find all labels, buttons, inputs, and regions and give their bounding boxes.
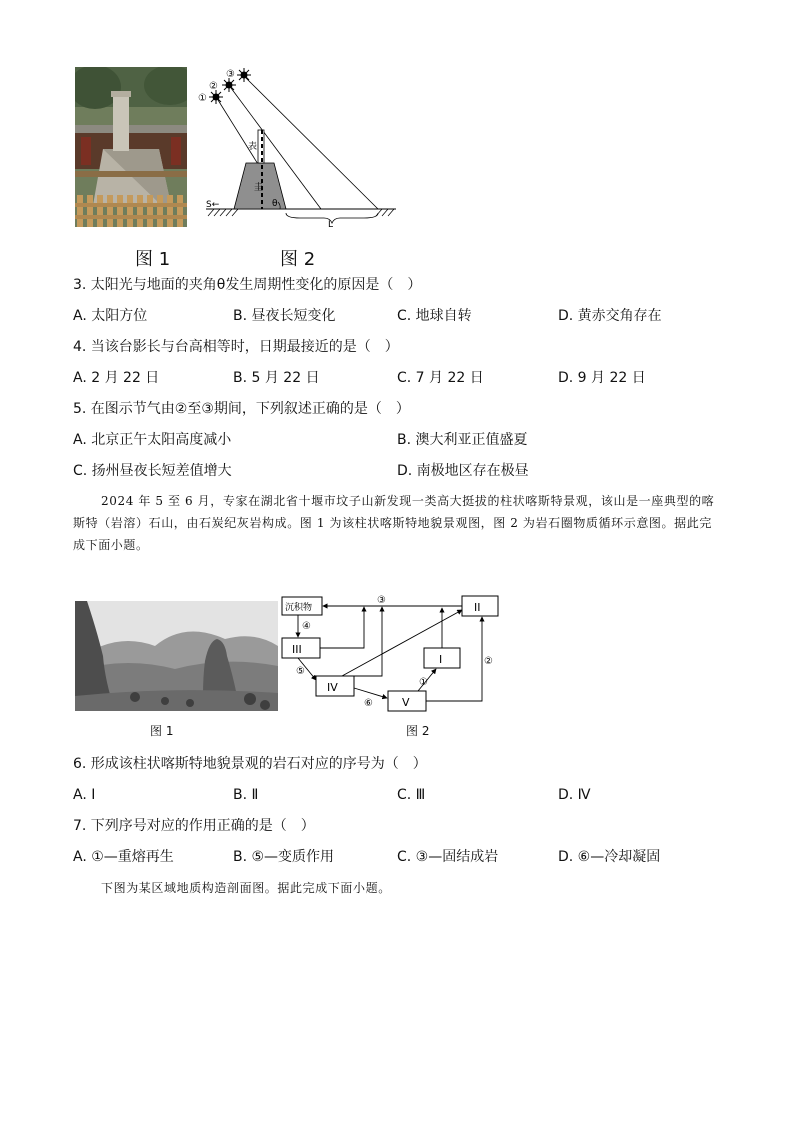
sun-label-3: ③	[226, 69, 235, 80]
label-n5: ⑤	[296, 666, 305, 677]
figure-1-photo-karst	[75, 601, 278, 711]
question-5-option-d: D. 南极地区存在极昼	[397, 463, 529, 479]
question-3-stem: 3. 太阳光与地面的夹角θ发生周期性变化的原因是（ ）	[73, 277, 422, 293]
label-i: I	[439, 653, 443, 666]
label-n1: ①	[419, 677, 428, 688]
question-6-option-d: D. Ⅳ	[558, 787, 591, 803]
label-iii: III	[292, 643, 302, 656]
question-3-option-d: D. 黄赤交角存在	[558, 308, 662, 324]
label-south: S←	[206, 200, 220, 210]
question-4-stem: 4. 当该台影长与台高相等时，日期最接近的是（ ）	[73, 339, 399, 355]
question-4-option-a: A. 2 月 22 日	[73, 370, 160, 386]
label-ii: II	[474, 601, 481, 614]
question-5-option-a: A. 北京正午太阳高度减小	[73, 432, 232, 448]
question-6-option-c: C. Ⅲ	[397, 787, 426, 803]
sun-label-2: ②	[209, 81, 218, 92]
question-6-option-a: A. Ⅰ	[73, 787, 96, 803]
figure-2-rock-cycle-diagram	[280, 592, 505, 717]
figure-2-caption: 图 2	[280, 249, 316, 270]
passage-geologic-section: 下图为某区域地质构造剖面图。据此完成下面小题。	[101, 881, 391, 895]
label-theta: θ	[272, 199, 278, 209]
figure-2-sundial-diagram	[196, 66, 402, 228]
label-length: L	[328, 220, 334, 228]
label-v: V	[402, 696, 410, 709]
question-5-stem: 5. 在图示节气由②至③期间，下列叙述正确的是（ ）	[73, 401, 410, 417]
question-5-option-b: B. 澳大利亚正值盛夏	[397, 432, 528, 448]
label-sediment: 沉积物	[285, 603, 313, 613]
figure-1-caption-b: 图 1	[150, 724, 174, 738]
question-4-option-b: B. 5 月 22 日	[233, 370, 320, 386]
figure-1-photo-monument	[75, 67, 187, 227]
passage-karst: 2024 年 5 至 6 月，专家在湖北省十堰市坟子山新发现一类高大挺拔的柱状喀斯特景观，该山是一座典型的喀斯特（岩溶）石山，由石炭纪灰岩构成。图 1 为该柱状喀斯特地貌景观图，图 2 为岩石圈物质循环示意图。据此完成下面小题。	[73, 494, 715, 552]
question-7-option-b: B. ⑤—变质作用	[233, 849, 335, 865]
question-6-stem: 6. 形成该柱状喀斯特地貌景观的岩石对应的序号为（ ）	[73, 756, 427, 772]
figure-2-caption-b: 图 2	[406, 724, 430, 738]
question-7-stem: 7. 下列序号对应的作用正确的是（ ）	[73, 818, 315, 834]
question-3-option-a: A. 太阳方位	[73, 308, 148, 324]
question-7-option-d: D. ⑥—冷却凝固	[558, 849, 661, 865]
question-3-option-b: B. 昼夜长短变化	[233, 308, 336, 324]
question-7-option-a: A. ①—重熔再生	[73, 849, 174, 865]
label-n3: ③	[377, 595, 386, 606]
question-7-option-c: C. ③—固结成岩	[397, 849, 499, 865]
label-n6: ⑥	[364, 698, 373, 709]
label-biao: 表	[248, 142, 258, 152]
question-4-option-d: D. 9 月 22 日	[558, 370, 646, 386]
question-3-option-c: C. 地球自转	[397, 308, 472, 324]
label-n2: ②	[484, 656, 493, 667]
label-n4: ④	[302, 621, 311, 632]
question-6-option-b: B. Ⅱ	[233, 787, 259, 803]
label-iv: IV	[327, 681, 338, 694]
question-4-option-c: C. 7 月 22 日	[397, 370, 484, 386]
sun-label-1: ①	[198, 93, 207, 104]
label-gui: 圭	[254, 183, 264, 193]
question-5-option-c: C. 扬州昼夜长短差值增大	[73, 463, 232, 479]
figure-1-caption: 图 1	[135, 249, 171, 270]
